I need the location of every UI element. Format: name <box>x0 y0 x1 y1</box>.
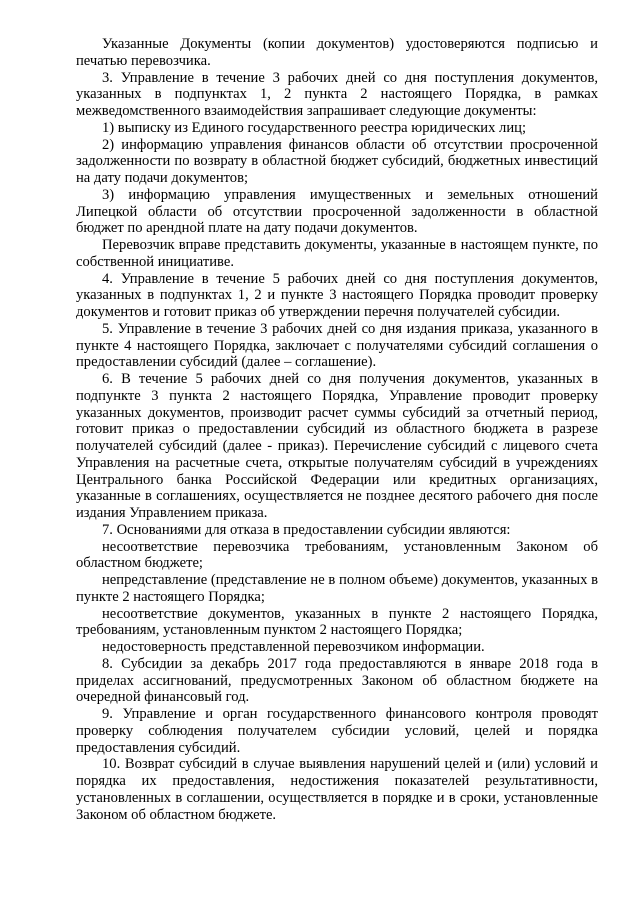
paragraph-refusal-reason-1: несоответствие перевозчика требованиям, установленным Законом об областном бюджете; <box>76 538 598 572</box>
paragraph-item-8: 8. Субсидии за декабрь 2017 года предоставляются в январе 2018 года в приделах ассигнований, предусмотренных Законом об областном бюджете на очередной финансовый год. <box>76 655 598 706</box>
document-page <box>76 36 598 823</box>
paragraph-item-3: 3. Управление в течение 3 рабочих дней со дня поступления документов, указанных в подпунктах 1, 2 пункта 2 настоящего Порядка, в рамках межведомственного взаимодействия запрашивает следующие документы: <box>76 69 598 119</box>
paragraph-item-6: 6. В течение 5 рабочих дней со дня получения документов, указанных в подпункте 3 пункта 2 настоящего Порядка, Управление проводит проверку указанных документов, производит расчет суммы субсидий за отчетный период, готовит приказ о предоставлении субсидий из областного бюджета в разрезе получателей субсидий (далее - приказ). Перечисление субсидий с лицевого счета Управления на расчетные счета, открытые получателям субсидий в учреждениях Центрального банка Российской Федерации или кредитных организациях, указанные в соглашениях, осуществляется не позднее десятого рабочего дня после издания Управлением приказа. <box>76 371 598 521</box>
paragraph-carrier-right: Перевозчик вправе представить документы, указанные в настоящем пункте, по собственной инициативе. <box>76 237 598 270</box>
paragraph-refusal-reason-4: недостоверность представленной перевозчиком информации. <box>102 639 485 655</box>
paragraph-refusal-reason-2: непредставление (представление не в полном объеме) документов, указанных в пункте 2 настоящего Порядка; <box>76 572 598 605</box>
paragraph-subitem-1: 1) выписку из Единого государственного реестра юридических лиц; <box>102 119 527 136</box>
paragraph-documents-certification: Указанные Документы (копии документов) удостоверяются подписью и печатью перевозчика. <box>76 36 598 69</box>
paragraph-item-7: 7. Основаниями для отказа в предоставлении субсидии являются: <box>102 521 511 538</box>
paragraph-item-5: 5. Управление в течение 3 рабочих дней со дня издания приказа, указанного в пункте 4 настоящего Порядка, заключает с получателями субсидий соглашения о предоставлении субсидий (далее – соглашение). <box>76 320 598 371</box>
paragraph-item-10: 10. Возврат субсидий в случае выявления нарушений целей и (или) условий и порядка их предоставления, недостижения показателей результативности, установленных в соглашении, осуществляется в порядке и в сроки, установленные Законом об областном бюджете. <box>76 756 598 823</box>
paragraph-subitem-3: 3) информацию управления имущественных и земельных отношений Липецкой области об отсутствии просроченной задолженности в областной бюджет по арендной плате на дату подачи документов. <box>76 186 598 237</box>
paragraph-item-9: 9. Управление и орган государственного финансового контроля проводят проверку соблюдения получателем субсидии условий, целей и порядка предоставления субсидий. <box>76 706 598 756</box>
paragraph-subitem-2: 2) информацию управления финансов области об отсутствии просроченной задолженности по возврату в областной бюджет субсидий, бюджетных инвестиций на дату подачи документов; <box>76 136 598 186</box>
paragraph-refusal-reason-3: несоответствие документов, указанных в пункте 2 настоящего Порядка, требованиям, установленным пунктом 2 настоящего Порядка; <box>76 605 598 639</box>
paragraph-item-4: 4. Управление в течение 5 рабочих дней со дня поступления документов, указанных в подпунктах 1, 2 и пункте 3 настоящего Порядка проводит проверку документов и готовит приказ об утверждении перечня получателей субсидии. <box>76 270 598 320</box>
